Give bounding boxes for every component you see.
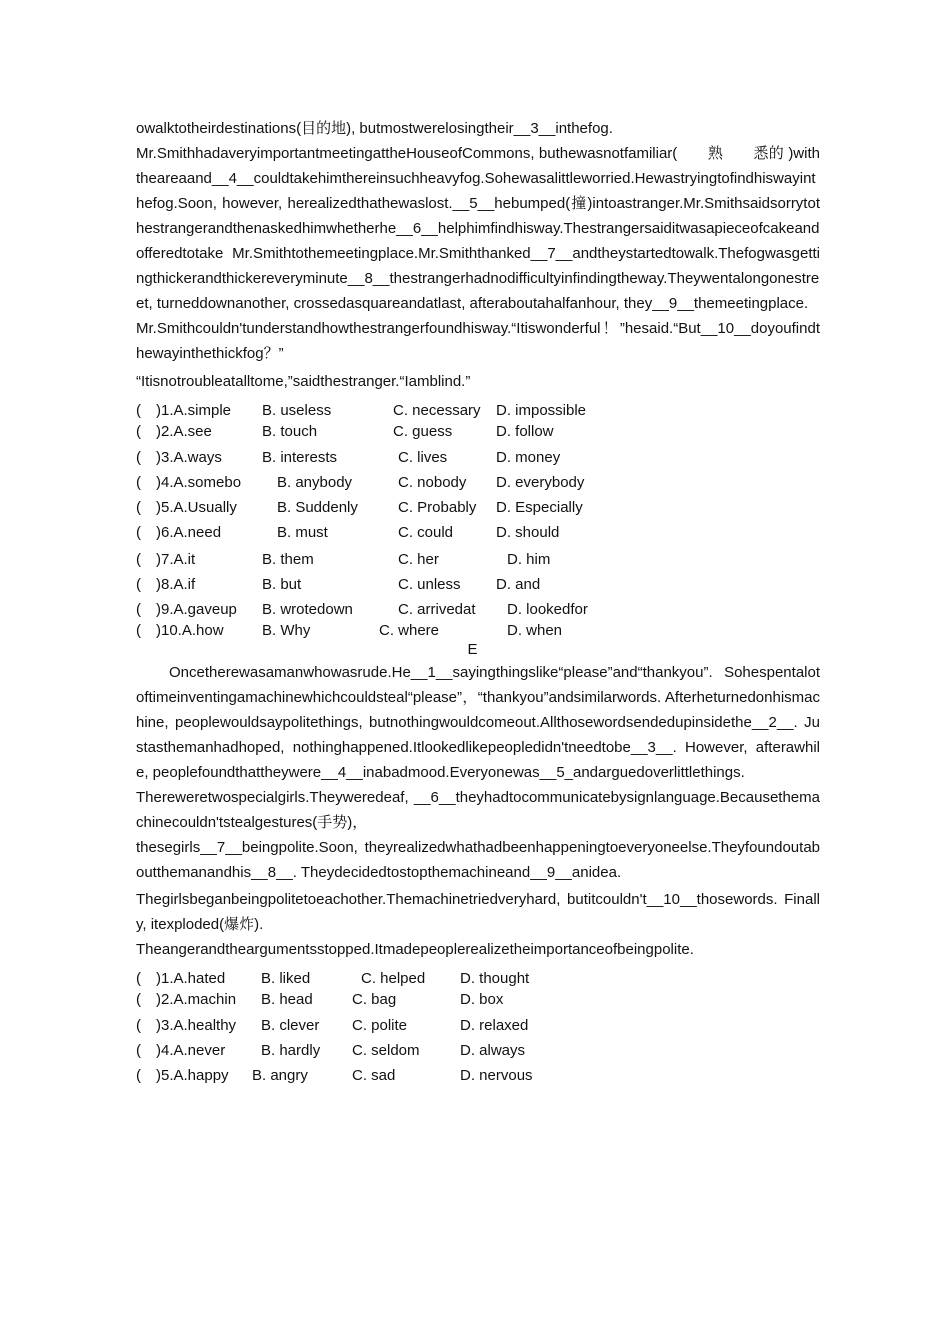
option-b: B. Why [262, 622, 311, 639]
option-d: D. him [507, 551, 551, 568]
option-b: B. useless [262, 402, 332, 419]
answer-blank[interactable]: ( [136, 551, 141, 568]
question-row [136, 597, 820, 619]
option-c: C. could [398, 524, 454, 541]
option-d: D. Especially [496, 499, 583, 516]
option-d: D. relaxed [460, 1017, 529, 1034]
passage-e-paragraph-1: Oncetherewasamanwhowasrude.He__1__sayingthingslike“please”and“thankyou”. Sohespentalotoftimeinventingamachinewhichcouldsteal“please”，“thankyou”andsimilarwords. Afterheturnedonhismachine, peoplewouldsaypolitethings, butnothingwouldcomeout.Allthosewordsendedupinsidethe__2__. Justasthemanhadhoped, nothinghappened.Itlookedlikepeopledidn'tneedtobe__3__. However, afterawhile, peoplefoundthattheywere__4__inabadmood.Everyonewas__5_andarguedoverlittlethings. [136, 664, 820, 781]
option-c: C. seldom [352, 1042, 420, 1059]
answer-blank[interactable]: ( [136, 601, 141, 618]
option-d: D. nervous [460, 1067, 533, 1084]
option-a: )4.A.somebo [156, 474, 242, 491]
option-a: )1.A.hated [156, 970, 226, 987]
option-c: C. helped [361, 970, 426, 987]
option-a: )2.A.see [156, 423, 212, 440]
answer-blank[interactable]: ( [136, 423, 141, 440]
question-row [136, 470, 820, 495]
option-a: )2.A.machin [156, 991, 237, 1008]
option-c: C. necessary [393, 402, 481, 419]
option-d: D. when [507, 622, 563, 639]
document-page [136, 116, 820, 1088]
question-row [136, 520, 820, 547]
option-d: D. box [460, 991, 504, 1008]
option-c: C. Probably [398, 499, 477, 516]
option-c: C. unless [398, 576, 461, 593]
option-b: B. interests [262, 449, 338, 466]
option-c: C. sad [352, 1067, 396, 1084]
option-a: )5.A.happy [156, 1067, 229, 1084]
answer-blank[interactable]: ( [136, 970, 141, 987]
question-row [136, 445, 820, 470]
option-b: B. head [261, 991, 313, 1008]
passage-d-paragraph-2: Mr.SmithhadaveryimportantmeetingattheHouseofCommons, buthewasnotfamiliar( 熟 悉的 )withtheareaand__4__couldtakehimthereinsuchheavyfog.Sohewasalittleworried.Hewastryingtofindhiswayinthefog.Soon, however, herealizedthathewaslost.__5__hebumped(撞)intoastranger.Mr.Smithsaidsorrytothestrangerandthenaskedhimwhetherhe__6__helphimfindhisway.Thestrangersaiditwasapieceofcakeandofferedtotake Mr.Smithtothemeetingplace.Mr.Smiththanked__7__andtheystartedtowalk.Thefogwasgettingthickerandthickereveryminute__8__thestrangerhadnodifficultyinfindingtheway.Theywentalongonestreet, turneddownanother, crossedasquareandatlast, afteraboutahalfanhour, they__9__themeetingplace. [136, 145, 820, 312]
question-row [136, 495, 820, 520]
questions-d [136, 400, 820, 640]
answer-blank[interactable]: ( [136, 499, 141, 516]
question-row [136, 572, 820, 597]
passage-e-paragraph-3: thesegirls__7__beingpolite.Soon, theyrealizedwhathadbeenhappeningtoeveryoneelse.Theyfoundoutaboutthemanandhis__8__. Theydecidedtostopthemachineand__9__anidea. [136, 839, 820, 881]
question-row [136, 421, 820, 445]
option-d: D. and [496, 576, 541, 593]
passage-d-paragraph-3: Mr.Smithcouldn'tunderstandhowthestrangerfoundhisway.“Itiswonderful！”hesaid.“But__10__doyoufindthewayinthethickfog？” [136, 320, 820, 362]
passage-e [136, 660, 820, 962]
option-a: )3.A.healthy [156, 1017, 237, 1034]
option-b: B. angry [252, 1067, 308, 1084]
option-a: )9.A.gaveup [156, 601, 237, 618]
option-c: C. guess [393, 423, 453, 440]
option-d: D. everybody [496, 474, 585, 491]
option-d: D. thought [460, 970, 530, 987]
question-row [136, 1013, 820, 1038]
option-d: D. lookedfor [507, 601, 588, 618]
option-b: B. hardly [261, 1042, 321, 1059]
answer-blank[interactable]: ( [136, 474, 141, 491]
question-row [136, 619, 820, 640]
option-a: )7.A.it [156, 551, 196, 568]
question-row [136, 400, 820, 421]
option-c: C. where [379, 622, 440, 639]
passage-e-paragraph-5: Theangerandtheargumentsstopped.Itmadepeoplerealizetheimportanceofbeingpolite. [136, 941, 694, 958]
question-row [136, 547, 820, 572]
option-b: B. Suddenly [277, 499, 358, 516]
option-a: )10.A.how [156, 622, 224, 639]
option-a: )5.A.Usually [156, 499, 237, 516]
answer-blank[interactable]: ( [136, 991, 141, 1008]
section-e-heading: E [467, 641, 478, 658]
option-c: C. polite [352, 1017, 408, 1034]
answer-blank[interactable]: ( [136, 1042, 141, 1059]
option-c: C. nobody [398, 474, 467, 491]
option-a: )8.A.if [156, 576, 196, 593]
answer-blank[interactable]: ( [136, 1067, 141, 1084]
option-a: )4.A.never [156, 1042, 226, 1059]
answer-blank[interactable]: ( [136, 449, 141, 466]
option-b: B. wrotedown [262, 601, 353, 618]
option-b: B. but [262, 576, 302, 593]
question-row [136, 989, 820, 1013]
option-c: C. her [398, 551, 439, 568]
passage-d-paragraph-4: “Itisnotroubleatalltome,”saidthestranger.“Iamblind.” [136, 373, 471, 390]
passage-d-line-1: owalktotheirdestinations(目的地), butmostwerelosingtheir__3__inthefog. [136, 120, 613, 137]
option-d: D. impossible [496, 402, 587, 419]
option-d: D. money [496, 449, 561, 466]
option-b: B. liked [261, 970, 311, 987]
option-d: D. follow [496, 423, 554, 440]
option-a: )1.A.simple [156, 402, 232, 419]
option-b: B. anybody [277, 474, 353, 491]
answer-blank[interactable]: ( [136, 1017, 141, 1034]
question-row [136, 968, 820, 989]
option-d: D. should [496, 524, 560, 541]
passage-e-paragraph-4: Thegirlsbeganbeingpolitetoeachother.Themachinetriedveryhard, butitcouldn't__10__thosewords. Finally, itexploded(爆炸). [136, 891, 820, 933]
question-row [136, 1063, 820, 1088]
option-a: )3.A.ways [156, 449, 222, 466]
option-b: B. clever [261, 1017, 320, 1034]
option-d: D. always [460, 1042, 526, 1059]
option-c: C. arrivedat [398, 601, 476, 618]
answer-blank[interactable]: ( [136, 402, 141, 419]
question-row [136, 1038, 820, 1063]
option-b: B. touch [262, 423, 318, 440]
option-c: C. lives [398, 449, 448, 466]
passage-e-paragraph-2: Thereweretwospecialgirls.Theyweredeaf, __6__theyhadtocommunicatebysignlanguage.Becausethemachinecouldn'tstealgestures(手势)， [136, 789, 820, 831]
answer-blank[interactable]: ( [136, 524, 141, 541]
option-b: B. must [277, 524, 328, 541]
option-c: C. bag [352, 991, 397, 1008]
questions-e [136, 968, 820, 1088]
answer-blank[interactable]: ( [136, 576, 141, 593]
passage-d [136, 116, 820, 394]
option-b: B. them [262, 551, 314, 568]
answer-blank[interactable]: ( [136, 622, 141, 639]
option-a: )6.A.need [156, 524, 222, 541]
